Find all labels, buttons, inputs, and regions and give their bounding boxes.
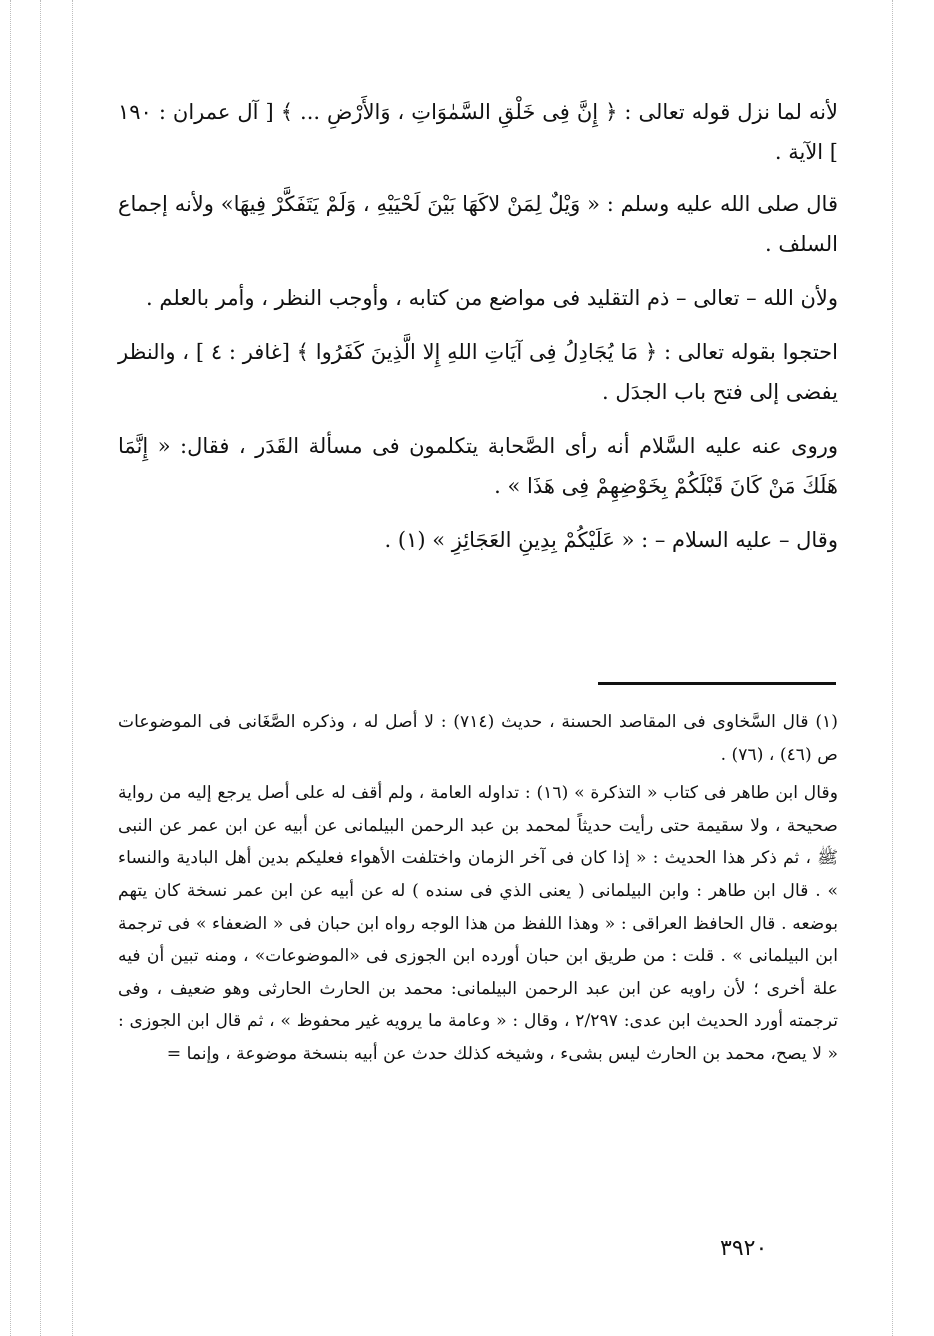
margin-dots-left-outer	[10, 0, 11, 1336]
margin-dots-left-inner	[72, 0, 73, 1336]
paragraph: لأنه لما نزل قوله تعالى : ﴿ إِنَّ فِى خَلْقِ السَّمٰوَاتِ ، وَالأَرْضِ ... ﴾ [ آل عمران : ١٩٠ ] الآية .	[118, 100, 838, 164]
paragraph: ولأن الله – تعالى – ذم التقليد فى مواضع من كتابه ، وأوجب النظر ، وأمر بالعلم .	[146, 286, 838, 310]
paragraph: قال صلى الله عليه وسلم : « وَيْلٌ لِمَنْ لاكَهَا بَيْنَ لَحْيَيْهِ ، وَلَمْ يَتَفَكَّرْ فِيهَا» ولأنه إجماع السلف .	[118, 192, 838, 256]
margin-dots-right	[892, 0, 893, 1336]
paragraph: احتجوا بقوله تعالى : ﴿ مَا يُجَادِلُ فِى آيَاتِ اللهِ إِلا الَّذِينَ كَفَرُوا ﴾ [غافر : ٤ ] ، والنظر يفضى إلى فتح باب الجدَل .	[118, 340, 838, 404]
footnotes	[118, 706, 838, 1077]
footnote: وقال ابن طاهر فى كتاب « التذكرة » (١٦) : تداوله العامة ، ولم أقف له على أصل يرجع إليه من رواية صحيحة ، ولا سقيمة حتى رأيت حديثاً لمحمد بن عبد الرحمن البيلمانى عن أبيه عن ابن عمر عن النبى ﷺ ، ثم ذكر هذا الحديث : « إذا كان فى آخر الزمان واختلفت الأهواء فعليكم بدين أهل البادية والنساء » . قال ابن طاهر : وابن البيلمانى ( يعنى الذي فى سنده ) له عن أبيه عن ابن عمر نسخة كان يتهم بوضعه . قال الحافظ العراقى : « وهذا اللفظ من هذا الوجه رواه ابن حبان فى « الضعفاء » فى ترجمة ابن البيلمانى » . قلت : من طريق ابن حبان أورده ابن الجوزى فى «الموضوعات» ، ومنه تبين أن فيه علة أخرى ؛ لأن راويه عن ابن عبد الرحمن البيلمانى: محمد بن الحارث الحارثى وهو ضعيف ، وفى ترجمته أورد الحديث ابن عدى: ٢/٢٩٧ ، وقال : « وعامة ما يرويه غير محفوظ » ، ثم قال ابن الجوزى : « لا يصح، محمد بن الحارث ليس بشىء ، وشيخه كذلك حدث عن أبيه بنسخة موضوعة ، وإنما =	[118, 783, 839, 1064]
page-number: ٣٩٢٠	[720, 1236, 768, 1261]
margin-dots-left	[40, 0, 41, 1336]
main-text	[118, 92, 838, 574]
footnote: (١) قال السَّخاوى فى المقاصد الحسنة ، حديث (٧١٤) : لا أصل له ، وذكره الصَّغَانى فى الموضوعات ص (٤٦) ، (٧٦) .	[118, 712, 838, 765]
footnote-separator	[598, 682, 836, 685]
paragraph: وروى عنه عليه السَّلام أنه رأى الصَّحابة يتكلمون فى مسألة القَدَر ، فقال: « إِنَّمَا هَلَكَ مَنْ كَانَ قَبْلَكُمْ بِخَوْضِهِمْ فِى هَذَا » .	[118, 434, 838, 498]
paragraph: وقال – عليه السلام – : « عَلَيْكُمْ بِدِينِ العَجَائِزِ » (١) .	[384, 528, 838, 552]
